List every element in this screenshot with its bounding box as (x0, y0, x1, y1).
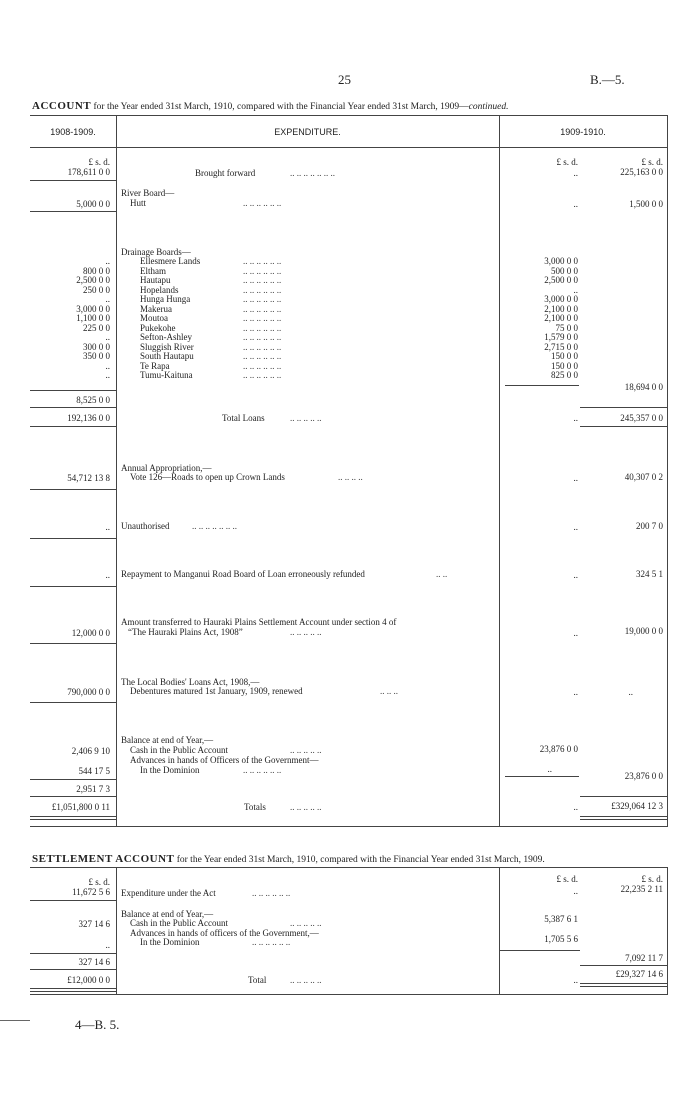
rule (30, 538, 116, 539)
leader-dots: .. .. .. .. .. (290, 918, 322, 928)
repayment-1908: .. (105, 570, 110, 580)
debentures-label: Debentures matured 1st January, 1909, renewed (130, 686, 303, 696)
drainage-1909-value: 75 0 0 (555, 322, 578, 333)
column-divider-right (499, 115, 500, 827)
double-rule (30, 988, 116, 992)
drainage-1909-value: 2,100 0 0 (544, 303, 578, 314)
rule (580, 407, 667, 408)
drainage-1908-value: .. (105, 332, 110, 342)
dominion-1908: 544 17 5 (78, 766, 110, 776)
rule (30, 407, 116, 408)
account-title-bold: ACCOUNT (32, 100, 92, 112)
leader-dots: .. .. .. .. .. .. (243, 313, 282, 323)
settlement-top-rule (30, 867, 668, 868)
settlement-balance-1909: 7,092 11 7 (625, 953, 663, 963)
rule (580, 796, 667, 797)
leader-dots: .. .. .. .. .. .. (243, 275, 282, 285)
double-rule (580, 983, 667, 987)
leader-dots: .. .. .. .. .. .. (243, 265, 282, 276)
totals-label: Totals (244, 802, 266, 812)
drainage-board-name: Makerua (140, 303, 172, 314)
settlement-title (32, 853, 545, 865)
cash-1908: 2,406 9 10 (71, 746, 110, 756)
settlement-bottom-rule (30, 994, 668, 995)
col-header-1909: 1909-1910. (560, 127, 606, 137)
rule (30, 796, 116, 797)
settlement-total-1909: £29,327 14 6 (615, 969, 663, 979)
rule (30, 643, 116, 644)
leader-dots: .. .. .. .. .. (290, 627, 322, 637)
leader-dots: .. .. .. .. .. .. (243, 351, 282, 361)
account-title-continued: continued. (468, 102, 509, 112)
leader-dots: .. .. .. .. .. .. .. (290, 168, 335, 178)
drainage-1908-value: .. (105, 370, 110, 380)
leader-dots-mid: .. (573, 886, 578, 896)
drainage-1908-value: 3,000 0 0 (76, 303, 110, 314)
leader-dots: .. .. .. .. .. (290, 745, 322, 755)
drainage-1908-value: .. (105, 256, 110, 266)
leader-dots: .. .. .. .. .. (290, 975, 322, 985)
column-divider-left (116, 115, 117, 827)
drainage-board-name: Eltham (140, 265, 166, 276)
brought-forward-1908: 178,611 0 0 (67, 167, 110, 177)
settlement-balance-heading: Balance at end of Year,— (121, 909, 214, 919)
drainage-1908-value: 300 0 0 (83, 341, 110, 352)
leader-dots-mid: .. (573, 975, 578, 985)
annual-appropriation-heading: Annual Appropriation,— (121, 463, 212, 473)
double-rule (580, 816, 667, 820)
drainage-board-name: Sluggish River (140, 341, 194, 352)
leader-dots-mid: .. (573, 522, 578, 532)
header-bottom-rule (30, 147, 668, 148)
rule (30, 180, 116, 181)
leader-dots-mid: .. (573, 570, 578, 580)
col-header-1908: 1908-1909. (50, 127, 96, 137)
leader-dots-mid: .. (573, 199, 578, 209)
hauraki-1909: 19,000 0 0 (624, 626, 663, 636)
drainage-1908-value: .. (105, 360, 110, 371)
drainage-board-name: Hopelands (140, 284, 179, 295)
drainage-total-1908: 8,525 0 0 (76, 395, 110, 405)
leader-dots: .. .. .. .. .. .. (252, 888, 291, 898)
drainage-heading: Drainage Boards— (121, 247, 191, 257)
settlement-cash-1909: 5,387 6 1 (544, 914, 578, 924)
leader-dots: .. .. .. .. (338, 472, 363, 482)
leader-dots: .. .. .. .. .. .. (243, 360, 282, 371)
leader-dots-mid: .. (573, 168, 578, 178)
rule (505, 385, 579, 386)
leader-dots: .. .. .. .. .. .. (243, 284, 282, 295)
drainage-1909-value: 825 0 0 (551, 370, 578, 380)
unauthorised-1908: .. (105, 522, 110, 532)
leader-dots: .. .. .. .. .. (290, 413, 322, 423)
repayment-label: Repayment to Manganui Road Board of Loan erroneously refunded (121, 569, 365, 579)
drainage-1909-value: 1,579 0 0 (544, 332, 578, 342)
settlement-currency-mid: £ s. d. (556, 874, 578, 884)
hutt-label: Hutt (130, 198, 147, 208)
balance-heading: Balance at end of Year,— (121, 735, 214, 745)
rule (30, 702, 116, 703)
total-loans-1908: 192,136 0 0 (67, 413, 110, 423)
rule (30, 426, 116, 427)
leader-dots: .. .. .. .. .. .. (243, 341, 282, 352)
drainage-1909-value: 2,500 0 0 (544, 275, 578, 285)
river-board-heading: River Board— (121, 188, 175, 198)
account-title (32, 100, 509, 112)
drainage-board-name: Ellesmere Lands (140, 256, 201, 266)
leader-dots: .. .. .. .. .. .. (243, 256, 282, 266)
leader-dots: .. .. .. .. .. .. (243, 198, 282, 208)
leader-dots: .. .. .. .. .. .. (243, 765, 282, 775)
hauraki-1908: 12,000 0 0 (71, 628, 110, 638)
drainage-1908-value: 250 0 0 (83, 284, 110, 295)
settlement-expenditure-label: Expenditure under the Act (121, 888, 216, 898)
drainage-board-name: Tumu-Kaituna (140, 370, 193, 380)
drainage-1909-value: 500 0 0 (551, 265, 578, 276)
table-bottom-rule (30, 826, 668, 827)
settlement-expenditure-1908: 11,672 5 6 (72, 887, 110, 897)
brought-forward-label: Brought forward (195, 168, 256, 178)
leader-dots: .. .. .. .. .. .. (252, 937, 291, 947)
settlement-cash-1908: 327 14 6 (78, 919, 110, 929)
vote-126-1908: 54,712 13 8 (67, 473, 110, 483)
total-loans-label: Total Loans (222, 413, 265, 423)
currency-heading-left: £ s. d. (88, 157, 110, 167)
settlement-dominion-label: In the Dominion (140, 937, 200, 947)
local-bodies-1908: 790,000 0 0 (67, 687, 110, 697)
table-top-rule (30, 115, 668, 116)
drainage-board-name: Hautapu (140, 275, 171, 285)
settlement-balance-1908: 327 14 6 (78, 957, 110, 967)
drainage-1909-value: .. (573, 284, 578, 295)
cash-public-account-label: Cash in the Public Account (130, 745, 228, 755)
dominion-1909: .. (547, 764, 552, 774)
brought-forward-1909: 225,163 0 0 (620, 167, 663, 177)
drainage-1908-value: 1,100 0 0 (76, 313, 110, 323)
signature-mark: 4—B. 5. (75, 1017, 120, 1032)
vote-126-1909: 40,307 0 2 (624, 472, 663, 482)
advances-label: Advances in hands of Officers of the Government— (130, 755, 319, 765)
repayment-1909: 324 5 1 (636, 569, 663, 579)
rule (30, 390, 116, 391)
column-divider-left (116, 867, 117, 994)
drainage-1909-value: 3,000 0 0 (544, 256, 578, 266)
local-bodies-heading: The Local Bodies' Loans Act, 1908,— (121, 677, 260, 687)
currency-heading-right: £ s. d. (641, 157, 663, 167)
local-bodies-1909: .. (628, 687, 633, 697)
leader-dots: .. .. .. .. .. (290, 802, 322, 812)
account-title-text: for the Year ended 31st March, 1910, compared with the Financial Year ended 31st March, 1909— (93, 102, 469, 112)
leader-dots-mid: .. (573, 628, 578, 638)
settlement-expenditure-1909: 22,235 2 11 (620, 884, 663, 894)
drainage-1909-value: 150 0 0 (551, 351, 578, 361)
rule (30, 779, 116, 780)
hauraki-line-2: “The Hauraki Plains Act, 1908” (128, 627, 243, 637)
settlement-currency-left: £ s. d. (88, 877, 110, 887)
page-number: 25 (338, 72, 351, 87)
settlement-dominion-1909: 1,705 5 6 (544, 934, 578, 944)
drainage-1908-value: 350 0 0 (83, 351, 110, 361)
rule (30, 211, 116, 212)
leader-dots: .. .. .. .. .. .. (243, 322, 282, 333)
cash-1909: 23,876 0 0 (539, 744, 578, 754)
unauthorised-1909: 200 7 0 (636, 521, 663, 531)
balance-1909: 23,876 0 0 (624, 771, 663, 781)
leader-dots: .. .. .. (380, 686, 398, 696)
settlement-dominion-1908: .. (105, 940, 110, 950)
margin-mark (0, 1020, 30, 1021)
rule (30, 489, 116, 490)
drainage-1908-value: 800 0 0 (83, 265, 110, 276)
drainage-1909-value: 2,100 0 0 (544, 313, 578, 323)
leader-dots-mid: .. (573, 473, 578, 483)
totals-1908: £1,051,800 0 11 (51, 802, 110, 812)
leader-dots: .. .. .. .. .. .. (243, 294, 282, 304)
settlement-total-label: Total (248, 975, 267, 985)
dominion-label: In the Dominion (140, 765, 200, 775)
currency-heading-mid: £ s. d. (556, 157, 578, 167)
leader-dots-mid: .. (573, 413, 578, 423)
drainage-1908-value: 225 0 0 (83, 322, 110, 333)
drainage-board-name: Hunga Hunga (140, 294, 191, 304)
balance-1908: 2,951 7 3 (76, 784, 110, 794)
leader-dots: .. .. .. .. .. .. .. (192, 521, 237, 531)
settlement-title-text: for the Year ended 31st March, 1910, compared with the Financial Year ended 31st March, 1909. (176, 855, 545, 865)
drainage-board-name: Pukekohe (140, 322, 176, 333)
drainage-1909-value: 3,000 0 0 (544, 294, 578, 304)
unauthorised-label: Unauthorised (121, 521, 170, 531)
settlement-currency-right: £ s. d. (641, 874, 663, 884)
drainage-board-name: Te Rapa (140, 360, 170, 371)
settlement-title-bold: SETTLEMENT ACCOUNT (32, 853, 175, 865)
col-header-expenditure: EXPENDITURE. (274, 127, 341, 137)
rule (580, 426, 667, 427)
drainage-1909-value: 2,715 0 0 (544, 341, 578, 352)
hauraki-line-1: Amount transferred to Hauraki Plains Settlement Account under section 4 of (121, 617, 397, 627)
rule (30, 969, 116, 970)
rule (505, 776, 579, 777)
page-reference: B.—5. (590, 72, 625, 87)
rule (500, 950, 580, 951)
rule (30, 900, 116, 901)
drainage-total-1909: 18,694 0 0 (624, 382, 663, 392)
rule (580, 965, 667, 966)
right-border (667, 115, 668, 827)
drainage-board-name: Moutoa (140, 313, 168, 323)
right-border (667, 867, 668, 994)
leader-dots: .. .. .. .. .. .. (243, 332, 282, 342)
hutt-1909: 1,500 0 0 (629, 199, 663, 209)
drainage-1909-value: 150 0 0 (551, 360, 578, 371)
leader-dots-mid: .. (573, 802, 578, 812)
settlement-advances-label: Advances in hands of officers of the Government,— (130, 928, 319, 938)
leader-dots: .. .. .. .. .. .. (243, 303, 282, 314)
drainage-board-name: South Hautapu (140, 351, 194, 361)
drainage-board-name: Sefton-Ashley (140, 332, 192, 342)
hutt-1908: 5,000 0 0 (76, 199, 110, 209)
settlement-total-1908: £12,000 0 0 (67, 975, 110, 985)
settlement-cash-label: Cash in the Public Account (130, 918, 228, 928)
rule (30, 953, 116, 954)
totals-1909: £329,064 12 3 (611, 801, 663, 811)
leader-dots-mid: .. (573, 687, 578, 697)
rule (30, 586, 116, 587)
leader-dots: .. .. (436, 569, 448, 579)
drainage-1908-value: 2,500 0 0 (76, 275, 110, 285)
leader-dots: .. .. .. .. .. .. (243, 370, 282, 380)
vote-126-label: Vote 126—Roads to open up Crown Lands (130, 472, 285, 482)
total-loans-1909: 245,357 0 0 (620, 413, 663, 423)
double-rule (30, 816, 116, 820)
drainage-1908-value: .. (105, 294, 110, 304)
